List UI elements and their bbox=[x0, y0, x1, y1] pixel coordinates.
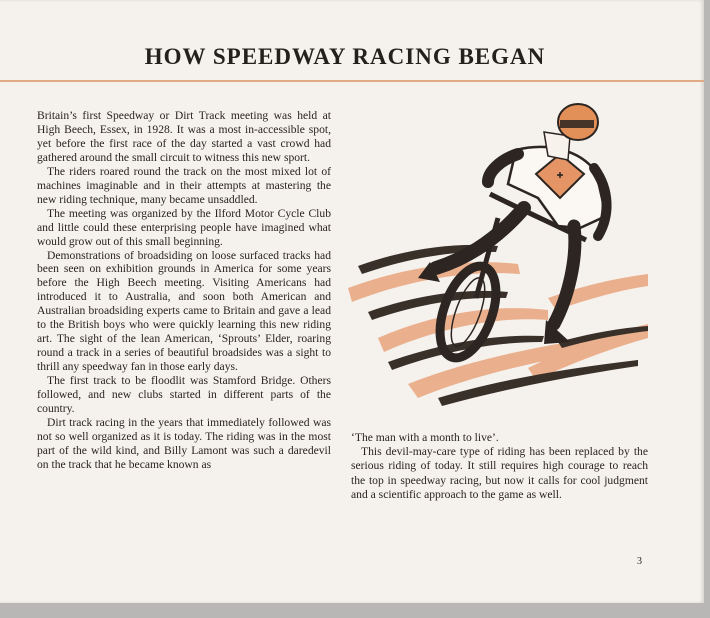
page-title: HOW SPEEDWAY RACING BEGAN bbox=[144, 44, 546, 69]
right-text-column bbox=[351, 431, 648, 502]
paragraph: This devil-may-care type of riding has been replaced by the serious riding of today. It still requires high courage to reach the top in speedway racing, but now it calls for cool judgment and a scientific approach to the game as well. bbox=[351, 445, 648, 501]
left-text-column bbox=[37, 109, 331, 472]
svg-text:✚: ✚ bbox=[556, 171, 564, 180]
title-rule bbox=[0, 80, 704, 82]
paragraph: ‘The man with a month to live’. bbox=[351, 431, 499, 444]
paragraph: Demonstrations of broadsiding on loose surfaced tracks had been seen on exhibition grounds in America for some years before the High Beech meeting. Visiting Americans had introduced it to Australia, and soon both American and Australian broadsiding experts came to Britain and gave a lead to the British boys who were quickly learning this new riding art. The sight of the lean American, ‘Sprouts’ Elder, roaring round a track in a series of beautiful broadsides was a sight to thrill any speedway fan in those early days. bbox=[37, 248, 331, 374]
speedway-rider-illustration bbox=[348, 98, 648, 416]
paragraph: Britain’s first Speedway or Dirt Track meeting was held at High Beech, Essex, in 1928. It was a most in-accessible spot, yet before the first race of the day started a vast crowd had gathered around the small circuit to witness this new sport. bbox=[37, 109, 331, 164]
paragraph: The meeting was organized by the Ilford Motor Cycle Club and little could these enterprising people have imagined what would grow out of this small beginning. bbox=[37, 206, 331, 248]
paragraph: The riders roared round the track on the most mixed lot of machines imaginable and in their attempts at mastering the new riding technique, many became unsaddled. bbox=[37, 164, 331, 206]
page-number: 3 bbox=[637, 556, 642, 567]
paragraph: Dirt track racing in the years that immediately followed was not so well organized as it is today. The riding was in the most part of the wild kind, and Billy Lamont was such a daredevil on the track that he became known as bbox=[37, 415, 331, 471]
paragraph: The first track to be floodlit was Stamford Bridge. Others followed, and new clubs started in different parts of the country. bbox=[37, 374, 331, 416]
